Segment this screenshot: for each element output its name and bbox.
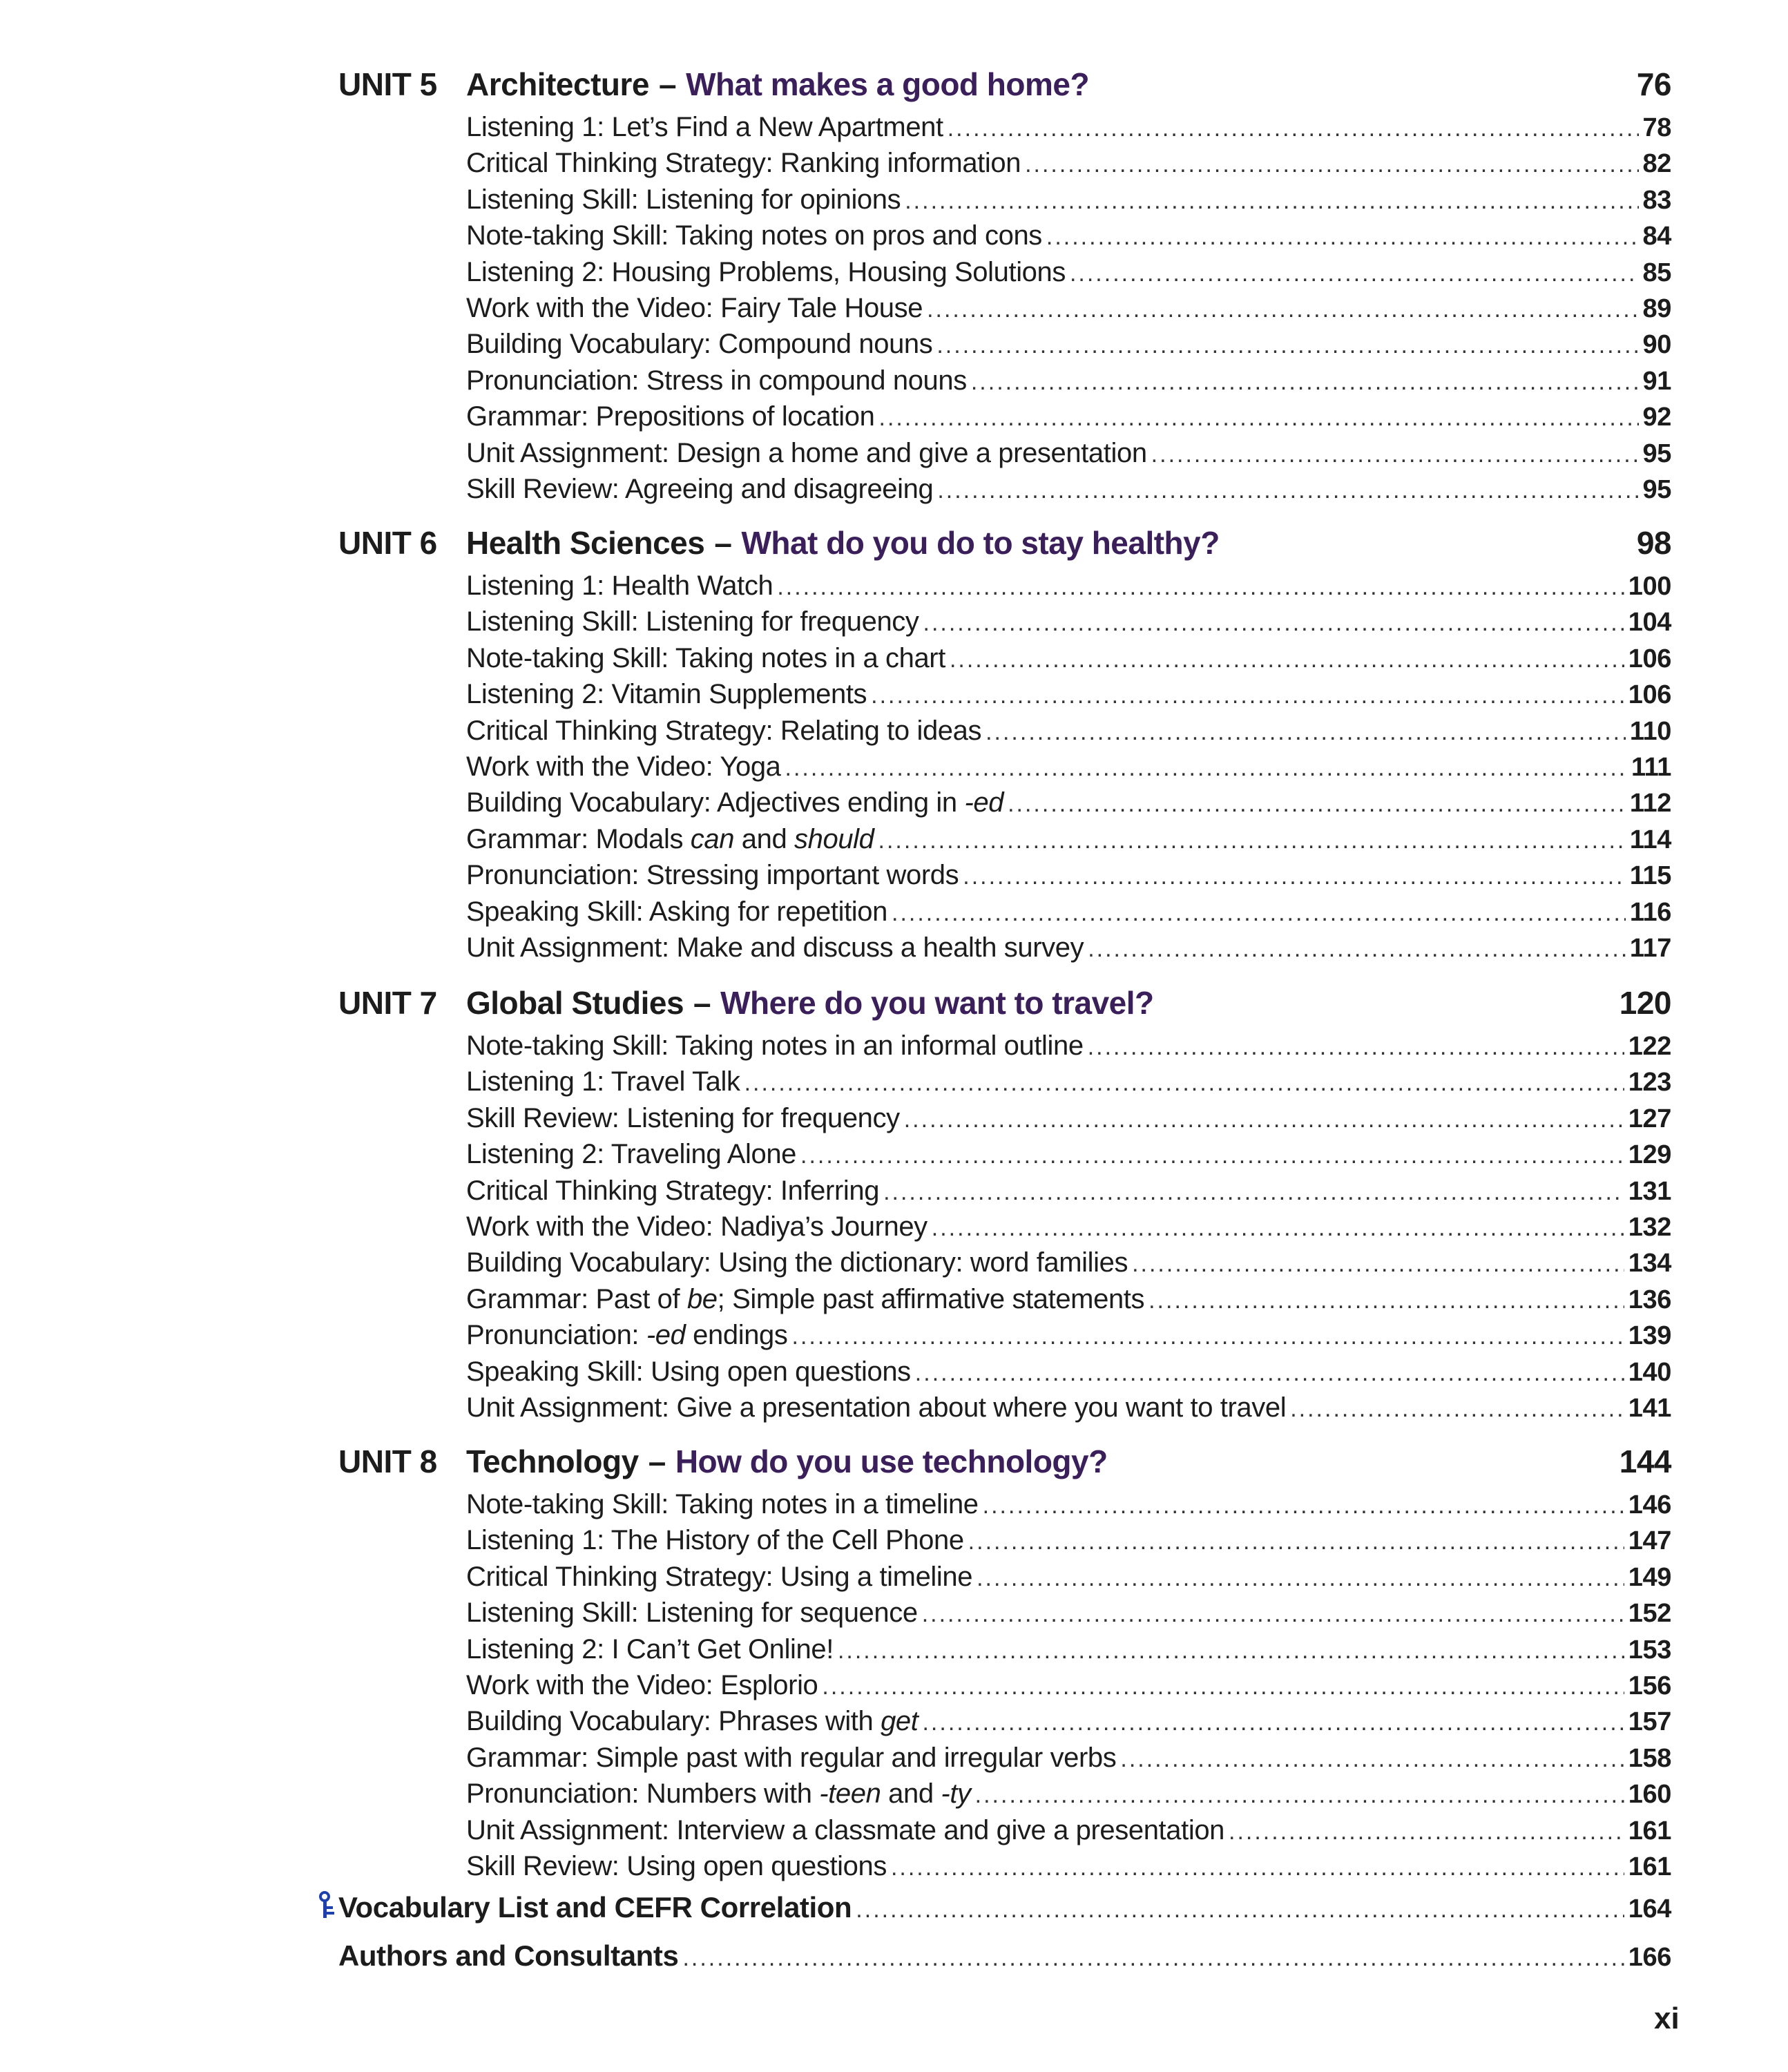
entry-text: Pronunciation: Stressing important words xyxy=(466,860,959,891)
toc-entry[interactable] xyxy=(466,438,1671,474)
entry-page: 85 xyxy=(1642,258,1671,287)
dot-leader xyxy=(1088,1034,1624,1061)
dot-leader xyxy=(1229,1819,1624,1845)
unit-6-header xyxy=(338,517,1671,569)
entry-page: 146 xyxy=(1628,1490,1671,1519)
entry-page: 161 xyxy=(1628,1816,1671,1845)
entry-text: Listening 1: Let’s Find a New Apartment xyxy=(466,112,943,142)
toc-entry[interactable] xyxy=(466,1392,1671,1428)
unit-label: UNIT 6 xyxy=(338,525,437,561)
dot-leader xyxy=(986,719,1626,746)
toc-entry[interactable] xyxy=(466,896,1671,932)
toc-entry[interactable] xyxy=(466,365,1671,401)
unit-question: Where do you want to travel? xyxy=(720,985,1154,1021)
unit-dash: – xyxy=(714,525,732,561)
entry-text: Skill Review: Agreeing and disagreeing xyxy=(466,473,934,504)
unit-dash: – xyxy=(693,985,711,1021)
entry-page: 156 xyxy=(1628,1671,1671,1700)
entry-page: 110 xyxy=(1629,716,1671,746)
entry-text-part: Grammar: Past of xyxy=(466,1283,687,1314)
dot-leader xyxy=(682,1945,1624,1972)
dot-leader xyxy=(983,1493,1624,1519)
dot-leader xyxy=(1290,1396,1624,1423)
entry-page: 132 xyxy=(1628,1212,1671,1242)
unit-8-entries xyxy=(466,1489,1671,1887)
unit-label: UNIT 7 xyxy=(338,985,437,1021)
entry-page: 82 xyxy=(1642,149,1671,179)
toc-entry[interactable] xyxy=(466,1247,1671,1283)
unit-dash: – xyxy=(658,66,677,102)
entry-page: 127 xyxy=(1628,1104,1671,1133)
entry-text: Note-taking Skill: Taking notes in a chart xyxy=(466,642,945,673)
entry-text: Listening Skill: Listening for frequency xyxy=(466,606,919,637)
entry-text xyxy=(466,824,874,855)
entry-text: Critical Thinking Strategy: Using a timeline xyxy=(466,1561,973,1592)
dot-leader xyxy=(1070,260,1639,287)
entry-page: 158 xyxy=(1628,1743,1671,1773)
entry-page: 141 xyxy=(1628,1393,1671,1423)
entry-page: 112 xyxy=(1629,789,1671,818)
entry-page: 106 xyxy=(1628,680,1671,710)
entry-page: 152 xyxy=(1628,1599,1671,1629)
toc-entry[interactable] xyxy=(466,1851,1671,1887)
dot-leader xyxy=(950,646,1624,673)
toc-entry[interactable] xyxy=(466,1284,1671,1320)
entry-text-part: Pronunciation: Numbers with xyxy=(466,1778,820,1810)
entry-page: 149 xyxy=(1628,1562,1671,1592)
dot-leader xyxy=(968,1528,1624,1555)
entry-page: 134 xyxy=(1628,1249,1671,1278)
dot-leader xyxy=(936,332,1638,359)
entry-text: Unit Assignment: Interview a classmate and give a presentation xyxy=(466,1814,1225,1845)
entry-text: Skill Review: Listening for frequency xyxy=(466,1102,900,1133)
entry-page: 92 xyxy=(1642,403,1671,432)
entry-text: Building Vocabulary: Using the dictionary: word families xyxy=(466,1247,1128,1278)
entry-text: Grammar: Simple past with regular and irregular verbs xyxy=(466,1742,1117,1773)
toc-entry[interactable] xyxy=(466,148,1671,184)
entry-text: Note-taking Skill: Taking notes in a timeline xyxy=(466,1489,979,1519)
entry-page: 78 xyxy=(1642,113,1671,142)
entry-text: Skill Review: Using open questions xyxy=(466,1850,887,1881)
unit-7-section xyxy=(338,977,1671,1428)
page-folio: xi xyxy=(1654,2002,1680,2035)
entry-text-italic: -ty xyxy=(941,1778,971,1810)
toc-entry[interactable] xyxy=(466,1562,1671,1598)
entry-text-part: Pronunciation: xyxy=(466,1320,646,1351)
entry-text-part: ; Simple past affirmative statements xyxy=(717,1283,1145,1314)
entry-text: Pronunciation: Stress in compound nouns xyxy=(466,365,967,396)
unit-question: What do you do to stay healthy? xyxy=(741,525,1220,561)
dot-leader xyxy=(1132,1251,1624,1278)
entry-page: 114 xyxy=(1629,825,1671,854)
entry-text: Critical Thinking Strategy: Ranking information xyxy=(466,148,1021,179)
dot-leader xyxy=(1008,791,1626,818)
toc-entry[interactable] xyxy=(466,1030,1671,1066)
entry-text: Vocabulary List and CEFR Correlation xyxy=(338,1891,852,1924)
toc-entry[interactable] xyxy=(466,293,1671,329)
unit-page-number: 98 xyxy=(1636,525,1671,561)
dot-leader xyxy=(904,1106,1624,1133)
toc-entry[interactable] xyxy=(466,679,1671,715)
toc-entry[interactable] xyxy=(466,1356,1671,1392)
toc-entry[interactable] xyxy=(466,1670,1671,1706)
entry-page: 111 xyxy=(1631,752,1671,782)
toc-entry[interactable] xyxy=(466,1066,1671,1102)
toc-entry[interactable] xyxy=(466,716,1671,751)
dot-leader xyxy=(822,1673,1624,1700)
dot-leader xyxy=(879,405,1639,432)
entry-page: 89 xyxy=(1642,294,1671,323)
dot-leader xyxy=(948,115,1639,142)
entry-page: 161 xyxy=(1628,1852,1671,1881)
entry-page: 140 xyxy=(1628,1357,1671,1387)
entry-page: 157 xyxy=(1628,1707,1671,1737)
unit-question: What makes a good home? xyxy=(686,66,1090,102)
toc-entry[interactable] xyxy=(466,1139,1671,1175)
entry-page: 83 xyxy=(1642,185,1671,215)
unit-dash: – xyxy=(648,1443,666,1479)
toc-entry[interactable] xyxy=(466,184,1671,220)
entry-page: 164 xyxy=(1628,1894,1671,1924)
dot-leader xyxy=(1151,441,1639,468)
entry-text-italic: can xyxy=(690,823,735,854)
unit-page-number: 120 xyxy=(1619,985,1671,1021)
unit-5-entries xyxy=(466,112,1671,510)
dot-leader xyxy=(937,477,1638,504)
toc-entry[interactable] xyxy=(466,1634,1671,1670)
entry-text: Listening 2: Vitamin Supplements xyxy=(466,679,867,710)
toc-entry[interactable] xyxy=(466,401,1671,437)
entry-text-part: and xyxy=(734,823,795,854)
unit-label: UNIT 5 xyxy=(338,66,437,102)
entry-text: Listening 2: I Can’t Get Online! xyxy=(466,1633,834,1665)
entry-page: 95 xyxy=(1642,439,1671,468)
toc-entry[interactable] xyxy=(466,1320,1671,1356)
entry-text: Work with the Video: Yoga xyxy=(466,751,781,782)
entry-text-part: Building Vocabulary: Phrases with xyxy=(466,1706,881,1737)
dot-leader xyxy=(905,188,1638,215)
dot-leader xyxy=(744,1070,1624,1097)
entry-text: Speaking Skill: Using open questions xyxy=(466,1356,911,1387)
entry-page: 116 xyxy=(1629,897,1671,927)
entry-text: Listening 1: Health Watch xyxy=(466,570,773,601)
dot-leader xyxy=(1046,224,1639,251)
entry-text-part: and xyxy=(881,1778,941,1810)
entry-text: Listening 2: Traveling Alone xyxy=(466,1139,797,1170)
entry-page: 166 xyxy=(1628,1943,1671,1972)
toc-entry[interactable] xyxy=(466,220,1671,256)
entry-page: 100 xyxy=(1628,572,1671,601)
entry-page: 106 xyxy=(1628,644,1671,673)
toc-entry[interactable] xyxy=(466,606,1671,642)
dot-leader xyxy=(892,900,1626,927)
toc-entry[interactable] xyxy=(466,1778,1671,1814)
entry-text-part: Grammar: Modals xyxy=(466,823,691,854)
dot-leader xyxy=(932,1215,1624,1242)
unit-subject: Architecture xyxy=(466,66,649,102)
entry-page: 123 xyxy=(1628,1068,1671,1097)
unit-subject: Technology xyxy=(466,1443,639,1479)
toc-entry[interactable] xyxy=(466,643,1671,679)
dot-leader xyxy=(963,863,1626,890)
unit-8-section xyxy=(338,1435,1671,1887)
entry-text: Work with the Video: Esplorio xyxy=(466,1669,818,1700)
dot-leader xyxy=(1025,151,1638,178)
unit-5-section xyxy=(338,58,1671,510)
entry-text: Listening 1: Travel Talk xyxy=(466,1066,740,1097)
entry-page: 104 xyxy=(1628,608,1671,637)
dot-leader xyxy=(1120,1746,1624,1773)
entry-page: 129 xyxy=(1628,1140,1671,1170)
unit-question: How do you use technology? xyxy=(675,1443,1108,1479)
entry-page: 95 xyxy=(1642,474,1671,504)
toc-entry[interactable] xyxy=(466,932,1671,968)
toc-entry[interactable] xyxy=(466,329,1671,365)
entry-page: 131 xyxy=(1628,1176,1671,1206)
toc-entry[interactable] xyxy=(466,474,1671,510)
dot-leader xyxy=(1088,936,1626,963)
dot-leader xyxy=(922,1709,1624,1736)
entry-page: 147 xyxy=(1628,1526,1671,1556)
toc-entry[interactable] xyxy=(466,1743,1671,1778)
dot-leader xyxy=(1148,1287,1624,1314)
toc-entry[interactable] xyxy=(466,1525,1671,1561)
entry-text-italic: -ed xyxy=(964,787,1004,818)
entry-text: Unit Assignment: Design a home and give a presentation xyxy=(466,437,1147,468)
entry-page: 117 xyxy=(1629,933,1671,963)
entry-text: Note-taking Skill: Taking notes in an informal outline xyxy=(466,1030,1084,1061)
entry-page: 160 xyxy=(1628,1780,1671,1810)
dot-leader xyxy=(878,827,1626,854)
entry-text-italic: be xyxy=(686,1283,718,1314)
toc-entry[interactable] xyxy=(466,751,1671,787)
dot-leader xyxy=(871,682,1624,709)
dot-leader xyxy=(856,1897,1624,1924)
toc-entry[interactable] xyxy=(466,824,1671,860)
entry-page: 153 xyxy=(1628,1635,1671,1665)
entry-text-italic: -ed xyxy=(646,1320,686,1351)
dot-leader xyxy=(922,1601,1624,1628)
entry-text: Listening Skill: Listening for sequence xyxy=(466,1598,918,1629)
key-icon xyxy=(316,1891,337,1921)
toc-entry-authors[interactable] xyxy=(338,1939,1671,1973)
entry-text: Speaking Skill: Asking for repetition xyxy=(466,896,887,927)
dot-leader xyxy=(927,296,1638,323)
entry-text: Listening 1: The History of the Cell Phone xyxy=(466,1525,964,1556)
entry-text-part: Building Vocabulary: Adjectives ending in xyxy=(466,787,965,818)
dot-leader xyxy=(971,369,1639,396)
entry-text xyxy=(466,1706,918,1737)
dot-leader xyxy=(792,1323,1624,1350)
entry-page: 84 xyxy=(1642,222,1671,251)
dot-leader xyxy=(883,1179,1624,1206)
entry-text: Work with the Video: Fairy Tale House xyxy=(466,292,923,323)
entry-text: Listening 2: Housing Problems, Housing Solutions xyxy=(466,256,1066,287)
unit-6-entries xyxy=(466,570,1671,968)
entry-text-italic: should xyxy=(794,823,874,854)
toc-entry[interactable] xyxy=(466,112,1671,148)
toc-entry[interactable] xyxy=(466,860,1671,896)
unit-6-section xyxy=(338,517,1671,968)
unit-7-entries xyxy=(466,1030,1671,1428)
entry-page: 136 xyxy=(1628,1285,1671,1314)
toc-entry[interactable] xyxy=(466,1598,1671,1633)
toc-entry[interactable] xyxy=(466,1489,1671,1525)
entry-text: Critical Thinking Strategy: Relating to ideas xyxy=(466,715,982,746)
entry-text: Critical Thinking Strategy: Inferring xyxy=(466,1175,880,1206)
entry-text-italic: get xyxy=(881,1706,919,1737)
entry-page: 90 xyxy=(1642,330,1671,360)
toc-entry[interactable] xyxy=(466,1211,1671,1247)
unit-page-number: 144 xyxy=(1619,1443,1671,1479)
entry-text xyxy=(466,1320,788,1351)
entry-page: 91 xyxy=(1642,366,1671,396)
dot-leader xyxy=(785,755,1627,782)
unit-page-number: 76 xyxy=(1636,66,1671,102)
entry-page: 139 xyxy=(1628,1321,1671,1351)
toc-entry[interactable] xyxy=(466,570,1671,606)
dot-leader xyxy=(891,1854,1624,1881)
toc-entry[interactable] xyxy=(466,1815,1671,1851)
entry-text: Authors and Consultants xyxy=(338,1939,679,1972)
toc-entry[interactable] xyxy=(466,1706,1671,1742)
entry-text: Unit Assignment: Make and discuss a health survey xyxy=(466,932,1084,963)
dot-leader xyxy=(777,574,1624,601)
toc-entry[interactable] xyxy=(466,787,1671,823)
dot-leader xyxy=(923,610,1624,637)
dot-leader xyxy=(800,1142,1624,1169)
entry-text-italic: -teen xyxy=(819,1778,881,1810)
toc-entry[interactable] xyxy=(466,257,1671,293)
unit-label: UNIT 8 xyxy=(338,1443,437,1479)
entry-text: Building Vocabulary: Compound nouns xyxy=(466,329,933,360)
entry-text xyxy=(466,787,1003,818)
dot-leader xyxy=(915,1360,1624,1387)
unit-5-header xyxy=(338,58,1671,111)
entry-page: 115 xyxy=(1629,861,1671,891)
unit-subject: Health Sciences xyxy=(466,525,705,561)
toc-entry[interactable] xyxy=(466,1103,1671,1139)
entry-text xyxy=(466,1284,1144,1315)
entry-text xyxy=(466,1778,971,1810)
entry-page: 122 xyxy=(1628,1032,1671,1061)
toc-entry-vocabulary[interactable] xyxy=(338,1891,1671,1924)
entry-text: Work with the Video: Nadiya’s Journey xyxy=(466,1211,927,1242)
dot-leader xyxy=(838,1638,1624,1665)
unit-7-header xyxy=(338,977,1671,1029)
toc-entry[interactable] xyxy=(466,1176,1671,1211)
entry-text: Unit Assignment: Give a presentation about where you want to travel xyxy=(466,1392,1287,1423)
dot-leader xyxy=(977,1565,1624,1592)
entry-text-part: endings xyxy=(685,1320,788,1351)
unit-subject: Global Studies xyxy=(466,985,684,1021)
entry-text: Grammar: Prepositions of location xyxy=(466,401,875,432)
entry-text: Listening Skill: Listening for opinions xyxy=(466,184,901,215)
unit-8-header xyxy=(338,1435,1671,1488)
entry-text: Note-taking Skill: Taking notes on pros and cons xyxy=(466,220,1042,251)
dot-leader xyxy=(975,1782,1624,1809)
